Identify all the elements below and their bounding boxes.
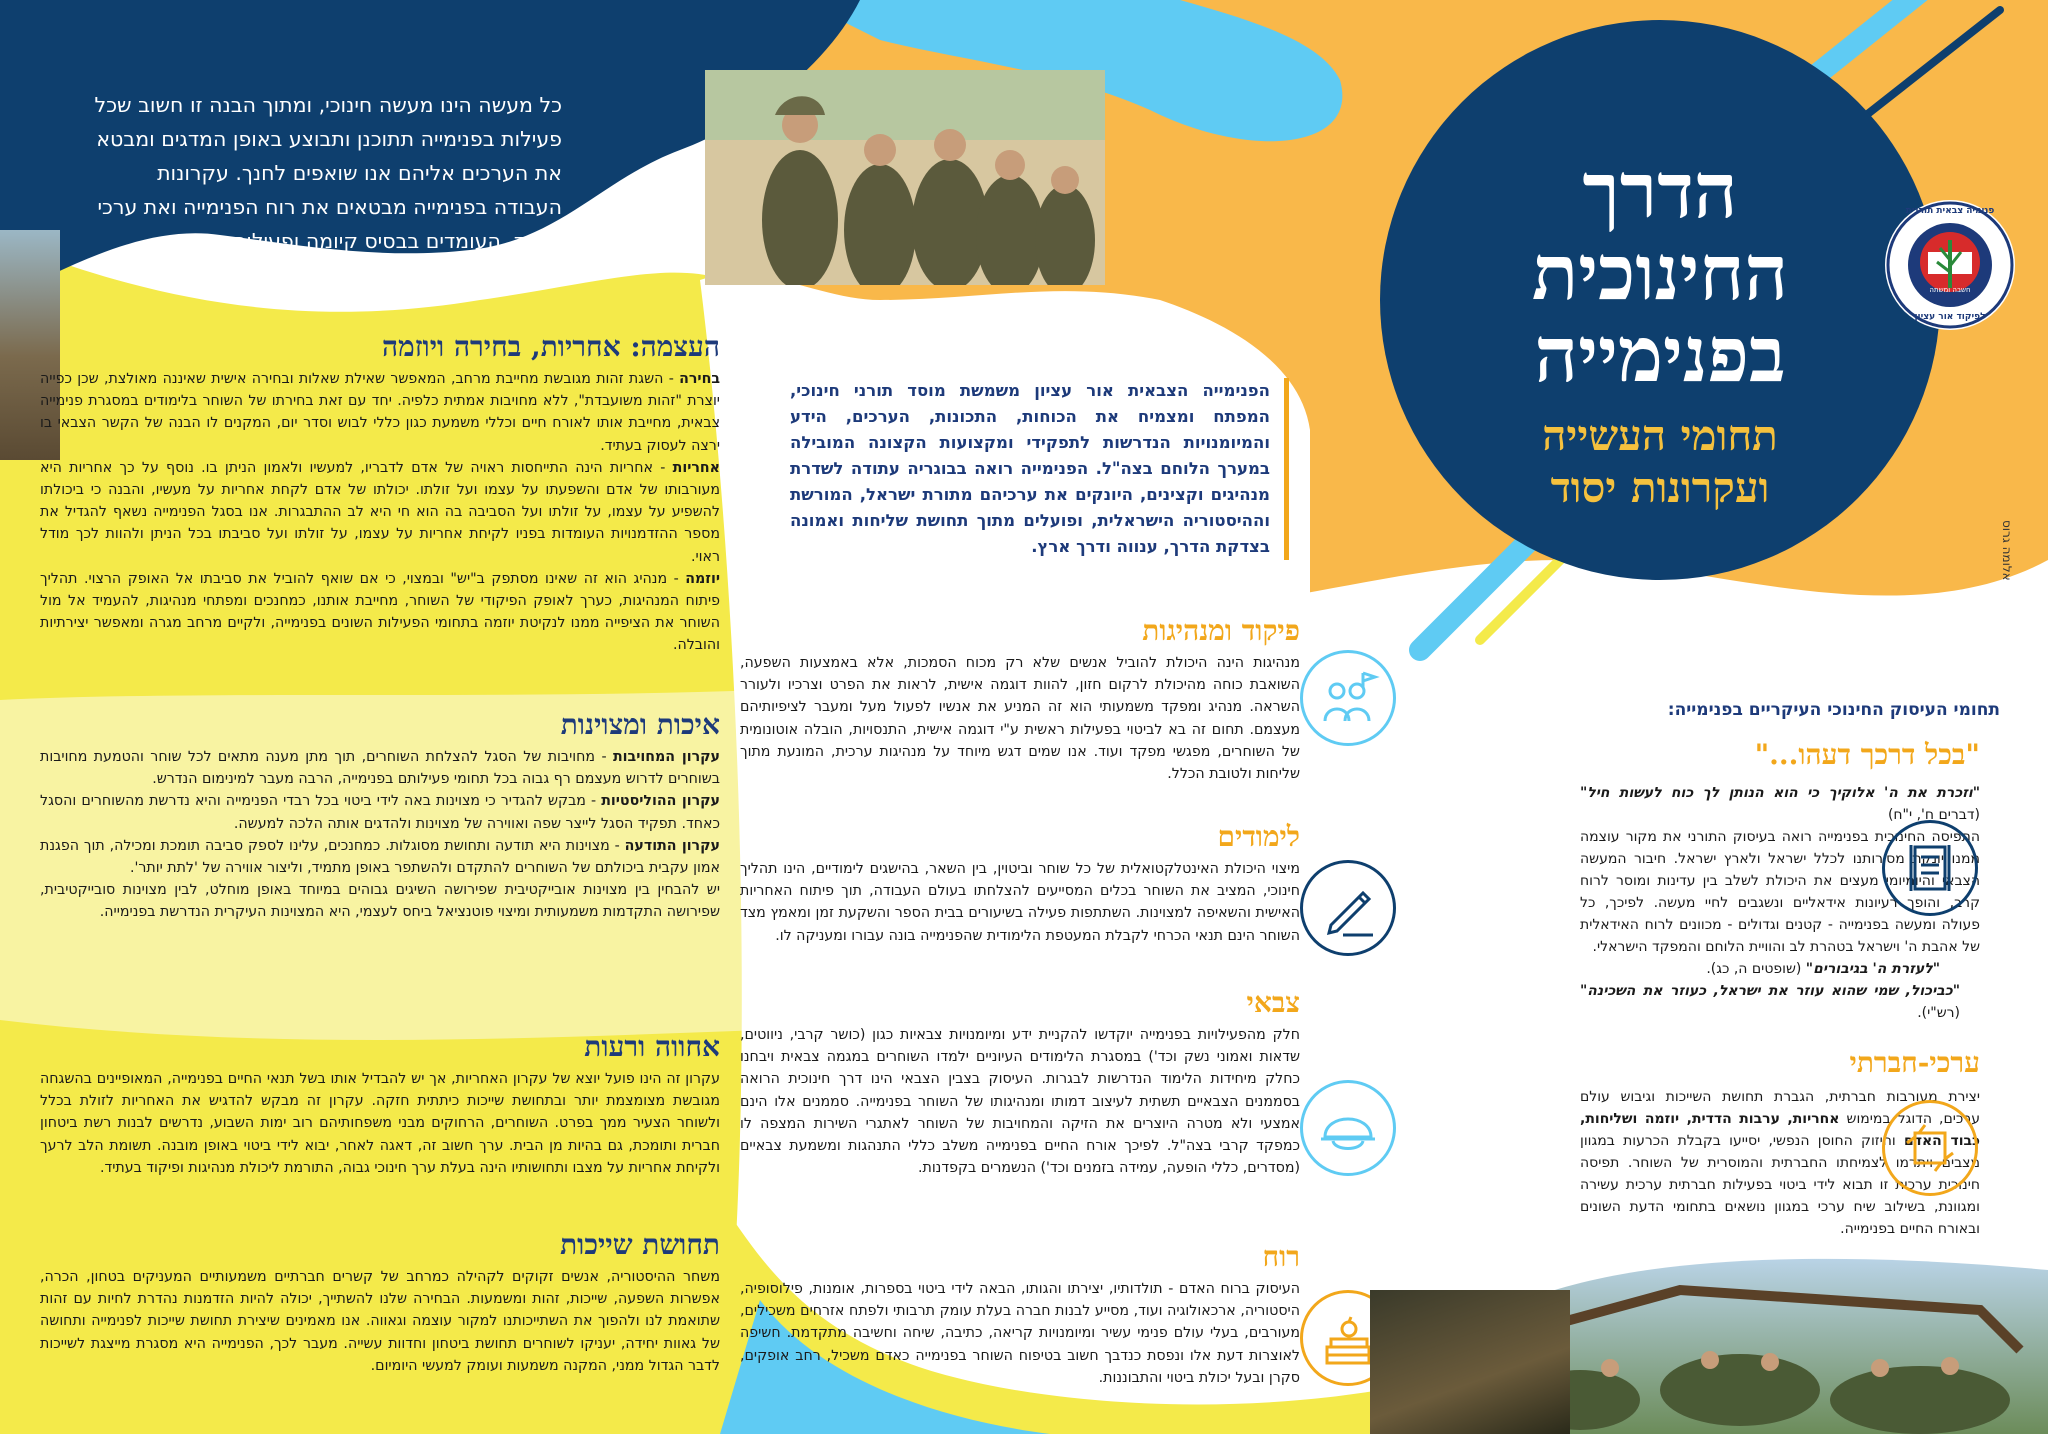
section-title: תחושת שייכות: [560, 1228, 720, 1261]
section-body: מיצוי היכולת האינטלקטואלית של כל שוחר וביטוין, בין השאר, בהישגים לימודיים, הינו תהליך חינוכי, המציב את השוחר בכלים המסייעים להצלחתו בעולם העבודה, תוך פיתוח האחריות האישית והשאיפה למצוינות. השתתפות פעילה בשיעורים בבית הספר והשקעת זמן ומאמץ מצד השוחר הינם תנאי הכרחי לקבלת המעטפת הלימודית שהפנימייה בונה עבורו ומעניקה לו.: [740, 861, 1300, 944]
leadership-icon: [1300, 650, 1396, 746]
section-spirit: [740, 1240, 1300, 1389]
para-text: - מנהיג הוא זה שאינו מסתפק ב"יש" ובמצוי, כי אם שואף להוביל את סביבתו אל האופק הרצוי. תהליך פיתוח המנהיגות, כערך לאופק הפיקודי של השוחר, מחייבת אותנו, כמחנכים ומפתחי מנהיגות, להעמיד אל מול השוחר את הציפייה ממנו לנקיטת יוזמה בתחומי הפעילות השונים בפנימייה, ולקיים מרחב מגרה ומאפשר יצירתיות והובלה.: [40, 570, 720, 654]
para-lead: עקרון התודעה: [624, 837, 720, 854]
section-title: צבאי: [1246, 986, 1300, 1019]
section-title: העצמה: אחריות, בחירה ויוזמה: [382, 330, 720, 363]
social-text-1: יצירת מעורבות חברתית, הגברת תחושת השייכות וגיבוש עולם ערכים, הדוגל במימוש: [1580, 1089, 1980, 1127]
social-text-2: וחיזוק החוסן הנפשי, יסייעו בקבלת הכרעות במגוון מצבים ויתרמו לצמיחתו החברתית והמוסרית של השוחר. תפיסה חינוכית ערכית זו תבוא לידי ביטוי בפעילות חברתית ערכית עשירה ומגוונת, בשילוב שיח ערכי במגוון נושאים בתחומי הדעת השונים ובאורח החיים בפנימייה.: [1580, 1133, 1980, 1237]
social-title: [1580, 1046, 1980, 1080]
para-text: - מבקש להגדיר כי מצוינות באה לידי ביטוי בכל רבדי הפנימייה והיא נדרשת מהשוחרים והסגל כאחד. תפקיד הסגל לייצר שפה ואווירה של מצוינות ולהדגים אותה הלכה למעשה.: [40, 793, 720, 832]
para-text: - אחריות הינה התייחסות ראויה של אדם לדבריו, למעשיו ולאמון הניתן בו. נוסף על כך אחריות היא מעורבותו של אדם והשפעתו על עצמו ועל זולתו. יכולתו של אדם לקחת אחריות על מעשיו, והבנה כי ביכולתו להשפיע על עצמו, על זולתו ועל הסביבה בה הוא חי היא לב ההתבגרות. אנו בסגל הפנימייה נשאף להגדיל את מספר ההזדמנויות העומדות בפניו לקיחת אחריות על עצמו, על זולתו ועל סביבתו בכל הניתן ולהוות לכך מודל ראוי.: [40, 459, 720, 565]
page-title: [1380, 146, 1940, 399]
section-title: לימודים: [1217, 820, 1300, 853]
torah-quote-2: "לעזרת ה' בגיבורים": [1805, 961, 1940, 977]
para-lead: בחירה: [679, 371, 720, 387]
torah-quote-3-source: (רש"י).: [1917, 1005, 1960, 1021]
section-command: [740, 614, 1300, 785]
right-heading: תחומי העיסוק החינוכי העיקריים בפנימייה:: [1667, 700, 2000, 720]
para-text: - השגת זהות מגובשת מחייבת מרחב, המאפשר שאילת שאלות ובחירה אישית שאיננה מאולצת, שכן כפייה יוצרת "זהות משועבדת", ללא מחויבות אמתית כלפיה. יחד עם זאת בחירתו של השוחר בלימודים במסגרת פנימייה צבאית, מחייבת אותו לאורח חיים וכללי משמעת כגון כללי לבוש וסדר יום, המקנים לו הבנה של הקשר הצבאי בו ירצה לעסוק בעתיד.: [40, 371, 720, 454]
section-title: אחווה ורעות: [584, 1030, 720, 1063]
para-text: - מחויבות של הסגל להצלחת השוחרים, תוך מתן מענה מתאים לכל שוחר והטמעת מחויבות בשוחרים לדרוש מעצמם רף גבוה בכל תחומי פעילותם בפנימייה, הרבה מעבר למינימום הנדרש.: [40, 749, 720, 788]
section-body: העיסוק ברוח האדם - תולדותיו, יצירתו והגותו, הבאה לידי ביטוי בספרות, אומנות, פילוסופיה, היסטוריה, ארכאולוגיה ועוד, מסייע לבנות חברה בעלת עומק תרבותי ולפתח אזרחים משכילים, מעורבים, בעלי עולם פנימי עשיר ומיומנויות קריאה, כתיבה, שיחה וחשיבה מתקדמת. חשיפה לאוצרות דעת אלו ונפסת כנדבך חשוב בטיפוח השוחר בפנימייה כאדם משכיל, רחב אופקים, סקרן ובעל יכולת ביטוי והתבוננות.: [740, 1281, 1300, 1386]
torah-text: התפיסה החינוכית בפנימייה רואה בעיסוק התורני את מקור עוצמה ממנו יונקת מסירותנו לכלל ישראל ולארץ ישראל. חיבור המעשה הצבאי והיומיומי מעצים את היכולת לשלב בין עדינות ומוסר לרוח קרב, והופך רעיונות אידאליים ונשגבים לחיי מעשה. לפיכך, כל פעולה ומעשה בפנימייה - קטנים וגדולים - מכוונים לרוח האידאלית של אהבת ה' וישראל בטהרת לב והוויית הלוחם והמפקד הישראלי.: [1580, 829, 1980, 955]
section-body: [40, 1266, 720, 1377]
hands-icon: [1882, 1100, 1978, 1196]
scroll-icon: [1882, 820, 1978, 916]
classroom-photo: [1370, 1290, 1570, 1434]
para-lead: יוזמה: [685, 570, 720, 587]
page-subtitle: [1380, 410, 1940, 514]
section-empowerment: [40, 330, 720, 657]
intro-paragraph: כל מעשה הינו מעשה חינוכי, ומתוך הבנה זו חשוב שכל פעילות בפנימייה תתוכנן ותבוצע באופן המדגים ומבטא את הערכים אליהם אנו שואפים לחנך. עקרונות העבודה בפנימייה מבטאים את רוח הפנימייה ואת ערכי היסוד, העומדים בבסיס קיומה ופעילותה.: [94, 93, 562, 253]
para-lead: אחריות: [672, 459, 720, 476]
torah-title-text: "בכל דרכך דעהו...": [1754, 738, 1980, 771]
social-bold: אחריות, ערבות הדדית, יוזמה ושליחות, כבוד האדם: [1580, 1111, 1980, 1149]
para-text: עקרון זה הינו פועל יוצא של עקרון האחריות, אך יש להבדיל אותו בשל תנאי החיים בפנימייה, המאופיינים בהשגחה מגובשת מצומצמת יותר ובתחושת שייכות כיתתית חזקה. עקרון זה מבקש להדגיש את האחריות לזולת בכלל ולשוחר הצעיר ממך בפרט. השוחרים, הרחוקים מבני משפחותיהם רוב ימות השבוע, נדרשים לבנות רשת ביטחון חברית ותומכת, גם בהיות מן הבית. ערך חשוב זה, דאגה לאחר, יבוא לידי ביטוי באופן מובנה. תשומת הלב לרעך ולקיחת אחריות על מצבו ותחושותיו הינה בעלת ערך חינוכי גבוה, התורמת ליכולת מנהיגות ופיקוד בעתיד.: [40, 1071, 720, 1176]
pencil-icon: [1300, 860, 1396, 956]
section-excellence: [40, 708, 720, 924]
torah-quote: "וזכרת את ה' אלוקיך כי הוא הנותן לך כוח לעשות חיל": [1580, 785, 1980, 801]
section-body: [40, 1068, 720, 1179]
torah-quote-3: "כביכול, שמי שהוא עוזר את ישראל, כעוזר את השכינה": [1580, 983, 1960, 999]
para-lead: עקרון המחויבות: [612, 749, 721, 765]
section-body: [40, 368, 720, 657]
torah-quote-source: (דברים ח', י"ח): [1887, 807, 1980, 823]
subtitle-line-2: ועקרונות יסוד: [1550, 463, 1770, 512]
para-lead: עקרון ההוליסטיות: [601, 793, 721, 810]
section-body: [40, 746, 720, 924]
section-studies: [740, 820, 1300, 947]
mission-statement: הפנימייה הצבאית אור עציון משמשת מוסד תורני חינוכי, המפתח ומצמיח את הכוחות, התכונות, הערכים, הידע והמיומנויות הנדרשות לתפקידי ומקצועות הקצונה המובילה במערך הלוחם בצה"ל. הפנימייה רואה בבוגריה עתודה לשדרת מנהיגים וקצינים, היונקים את ערכיהם מתורת ישראל, המורשת וההיסטוריה הישראלית, ופועלים מתוך תחושת שליחות ואמונה בצדקת הדרך, ענווה ודרך ארץ.: [790, 378, 1289, 560]
section-title: פיקוד ומנהיגות: [1142, 614, 1300, 647]
torah-quote-2-source: (שופטים ה, כג).: [1706, 961, 1806, 977]
photo-credit: אלומה גרוס: [2000, 520, 2014, 581]
school-logo: [1885, 200, 2015, 330]
para-text: יש להבחין בין מצוינות אובייקטיבית שפירושה השיגים גבוהים במיוחד באופן מוחלט, לבין מצוינות סובייקטיבית, שפירושה התקדמות משמעותית ומיצוי פוטנציאל ביחס לעצמי, היא המצוינות העיקרית הנדרשת בפנימייה.: [40, 882, 720, 921]
para-text: - מצוינות היא תודעה ותחושת מסוגלות. כמחנכים, עלינו לספק סביבה תומכת ומכילה, תוך הפגנת אמון עקבית ביכולתם של השוחרים להתקדם ולהשתפר באופן מתמיד, וליצור אווירה של 'לתת יותר'.: [40, 837, 720, 877]
para-text: משחר ההיסטוריה, אנשים זקוקים לקהילה כמרחב של קשרים חברתיים משמעותיים המעניקים בטחון, הכרה, אפשרות השפעה, שייכות, זהות ומשמעות. הבחירה שלנו להשתייך, יכולה להיות הזדמנות נהדרת לחיות עם זהות שתואמת לנו ולהפוך את השתייכותנו למקור עוצמה וגאווה. אנו מאמינים שיצירת תחושת שייכות לפנימייה ותחושה של גאוות יחידה, יעניקו לשוחרים תחושת ביטחון וחדוות עשייה. מעבר לכך, הפנימייה היא מסגרת מייצגת לשייכות לדבר הגדול ממני, המקנה משמעות ועומק למעשי היומיום.: [40, 1269, 720, 1374]
title-line-1: הדרך: [1582, 146, 1738, 235]
section-title: איכות ומצוינות: [560, 708, 720, 741]
section-title: רוח: [1262, 1240, 1300, 1273]
logo-bottom-text: לפיקוד אור עציון: [1914, 312, 1986, 322]
section-brotherhood: [40, 1030, 720, 1179]
section-belonging: [40, 1228, 720, 1377]
social-title-text: ערכי-חברתי: [1849, 1046, 1980, 1079]
torah-title: [1580, 738, 1980, 772]
title-line-2: החינוכית: [1531, 228, 1789, 317]
subtitle-line-1: תחומי העשייה: [1542, 411, 1778, 460]
logo-top-text: פנימיה צבאית תורנית: [1905, 206, 1995, 216]
section-military: [740, 986, 1300, 1179]
logo-banner-text: חשבה ומשתה: [1929, 286, 1971, 294]
section-body: חלק מהפעילויות בפנימייה יוקדשו להקניית ידע ומיומנויות צבאיות כגון (כושר קרבי, ניווטים, שדאות ואמוני נשק וכד') במסגרת הלימודים העיוניים ילמדו השוחרים במגמה צבאית ויבחנו כחלק מיחידות הלימוד הנדרשות לבגרות. העיסוק בצבין הצבאי הינו דרך חינוכית הרואה בסממנים הצבאיים תשתית לעיצוב דמותו ומנהיגותו של השוחר בפנימייה. סממנים אלו הינם אמצעי ולא מטרה היוצרים את הזיקה והמחויבות של השוחר לאתגרי השירות המצפה לו כמפקד קרבי בצה"ל. לפיכך אורח החיים בפנימייה משלב כללי התנהגות ומשמעת צבאיים (מסדרים, כללי הופעה, עמידה בזמנים וכד') הנשמרים בקפדנות.: [740, 1027, 1300, 1177]
soldiers-photo: [705, 70, 1105, 285]
helmet-icon: [1300, 1080, 1396, 1176]
title-line-3: בפנימייה: [1534, 310, 1786, 399]
section-body: מנהיגות הינה היכולת להוביל אנשים שלא רק מכוח הסמכות, אלא באמצעות השפעה, השואבת כוחה מהיכולת לרקום חזון, להוות דוגמה אישית, לראות את הפרט וצרכיו ולעורר השראה. מנהיג ומפקד משמעותי הוא זה המניע את אנשיו לפעול מעל ומעבר לציפיותיהם מעצמם. תחום זה בא לביטוי בפעילות ראשית ע"י דוגמה אישית, התנסויות, הובלה אוטונומית של השוחרים, מפגשי מפקד ועוד. אנו שמים דגש מיוחד על מנהיגות ערכית, המונעת מתוך שליחות ולטובת הכלל.: [740, 655, 1300, 783]
